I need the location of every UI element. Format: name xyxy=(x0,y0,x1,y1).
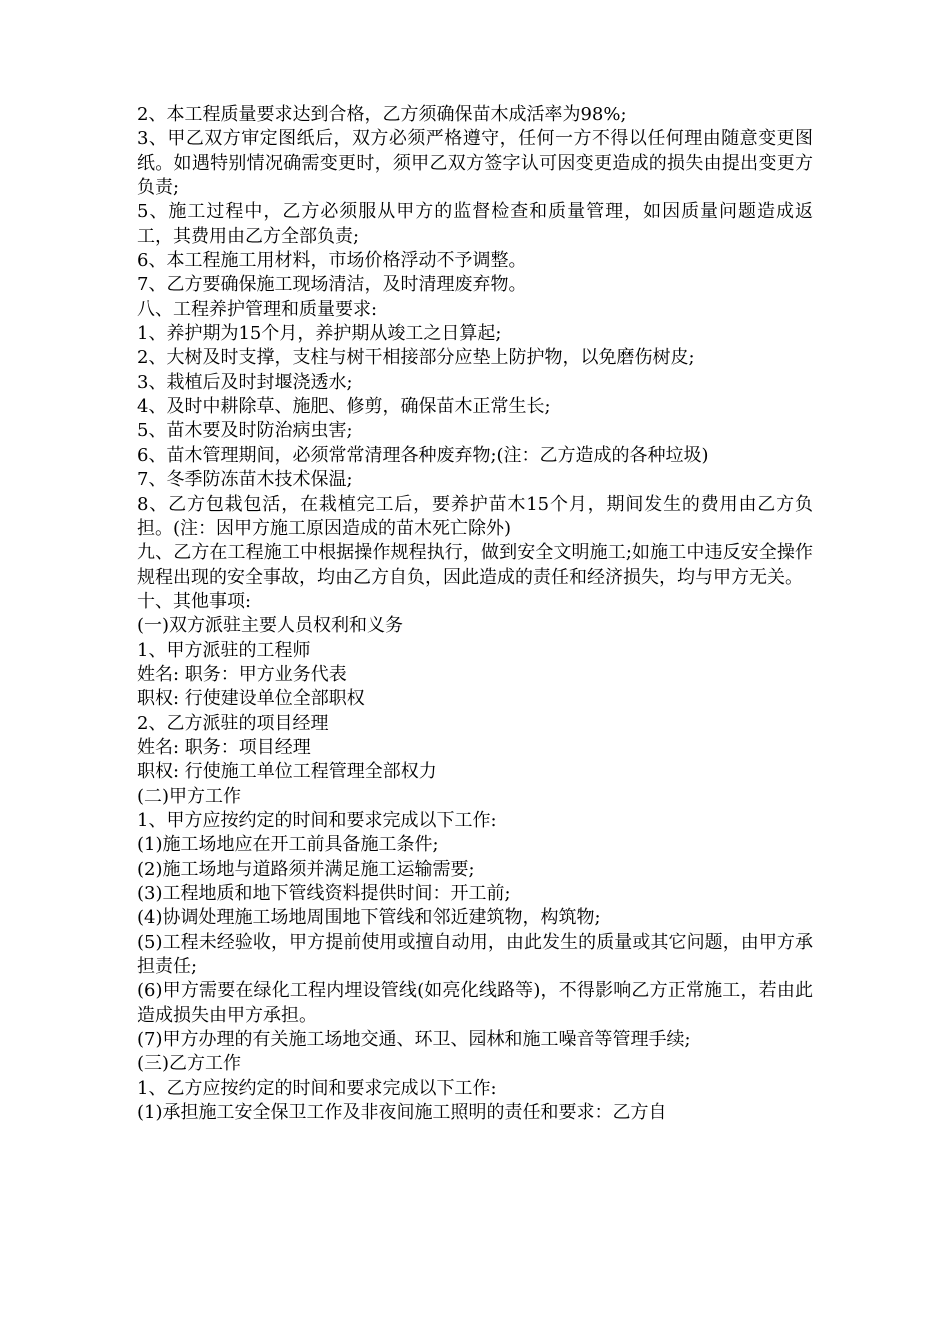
text-line: 1、养护期为15个月，养护期从竣工之日算起; xyxy=(137,323,502,345)
text-line: 职权: 行使建设单位全部职权 xyxy=(137,688,365,710)
text-line: 1、甲方应按约定的时间和要求完成以下工作: xyxy=(137,809,497,831)
text-line: 3、甲乙双方审定图纸后，双方必须严格遵守，任何一方不得以任何理由随意变更图纸。如遇特别情况确需变更时，须甲乙双方签字认可因变更造成的损失由提出变更方负责; xyxy=(137,128,813,199)
text-line: 7、乙方要确保施工现场清洁，及时清理废弃物。 xyxy=(137,274,527,296)
text-line: 5、施工过程中，乙方必须服从甲方的监督检查和质量管理，如因质量问题造成返工，其费用由乙方全部负责; xyxy=(137,201,813,247)
text-line: 7、冬季防冻苗木技术保温; xyxy=(137,469,353,491)
text-line: 5、苗木要及时防治病虫害; xyxy=(137,420,353,442)
document-body xyxy=(137,103,813,1125)
text-line: 职权: 行使施工单位工程管理全部权力 xyxy=(137,761,437,783)
text-line: 2、大树及时支撑，支柱与树干相接部分应垫上防护物，以免磨伤树皮; xyxy=(137,347,695,369)
text-line: (3)工程地质和地下管线资料提供时间：开工前; xyxy=(137,883,511,904)
text-line: (1)施工场地应在开工前具备施工条件; xyxy=(137,834,439,856)
text-line: (5)工程未经验收，甲方提前使用或擅自动用，由此发生的质量或其它问题，由甲方承担责任; xyxy=(137,931,813,978)
section-heading: 九、乙方在工程施工中根据操作规程执行，做到安全文明施工;如施工中违反安全操作规程出现的安全事故，均由乙方自负，因此造成的责任和经济损失，均与甲方无关。 xyxy=(137,542,813,588)
text-line: 1、甲方派驻的工程师 xyxy=(137,639,311,661)
text-line: 2、乙方派驻的项目经理 xyxy=(137,712,329,734)
text-line: 4、及时中耕除草、施肥、修剪，确保苗木正常生长; xyxy=(137,396,551,418)
text-line: 6、本工程施工用材料，市场价格浮动不予调整。 xyxy=(137,250,527,272)
section-heading: 八、工程养护管理和质量要求: xyxy=(137,298,378,320)
text-line: (7)甲方办理的有关施工场地交通、环卫、园林和施工噪音等管理手续; xyxy=(137,1029,691,1051)
text-line: 姓名: 职务：项目经理 xyxy=(137,736,311,758)
text-line: (2)施工场地与道路须并满足施工运输需要; xyxy=(137,858,475,880)
subsection-heading: (二)甲方工作 xyxy=(137,785,242,807)
text-line: 3、栽植后及时封堰浇透水; xyxy=(137,371,353,393)
section-heading: 十、其他事项: xyxy=(137,590,252,612)
text-line: 2、本工程质量要求达到合格，乙方须确保苗木成活率为98%; xyxy=(137,104,627,125)
text-line: (6)甲方需要在绿化工程内埋设管线(如亮化线路等)，不得影响乙方正常施工，若由此造成损失由甲方承担。 xyxy=(137,980,813,1026)
text-line: (4)协调处理施工场地周围地下管线和邻近建筑物，构筑物; xyxy=(137,907,601,929)
text-line: (1)承担施工安全保卫工作及非夜间施工照明的责任和要求：乙方自 xyxy=(137,1102,667,1124)
text-line: 6、苗木管理期间，必须常常清理各种废弃物;(注：乙方造成的各种垃圾) xyxy=(137,444,709,466)
subsection-heading: (三)乙方工作 xyxy=(137,1053,242,1075)
text-line: 8、乙方包栽包活，在栽植完工后，要养护苗木15个月，期间发生的费用由乙方负担。(注：因甲方施工原因造成的苗木死亡除外) xyxy=(137,493,813,539)
text-line: 姓名: 职务：甲方业务代表 xyxy=(137,663,347,685)
subsection-heading: (一)双方派驻主要人员权利和义务 xyxy=(137,615,404,637)
text-line: 1、乙方应按约定的时间和要求完成以下工作: xyxy=(137,1077,497,1099)
